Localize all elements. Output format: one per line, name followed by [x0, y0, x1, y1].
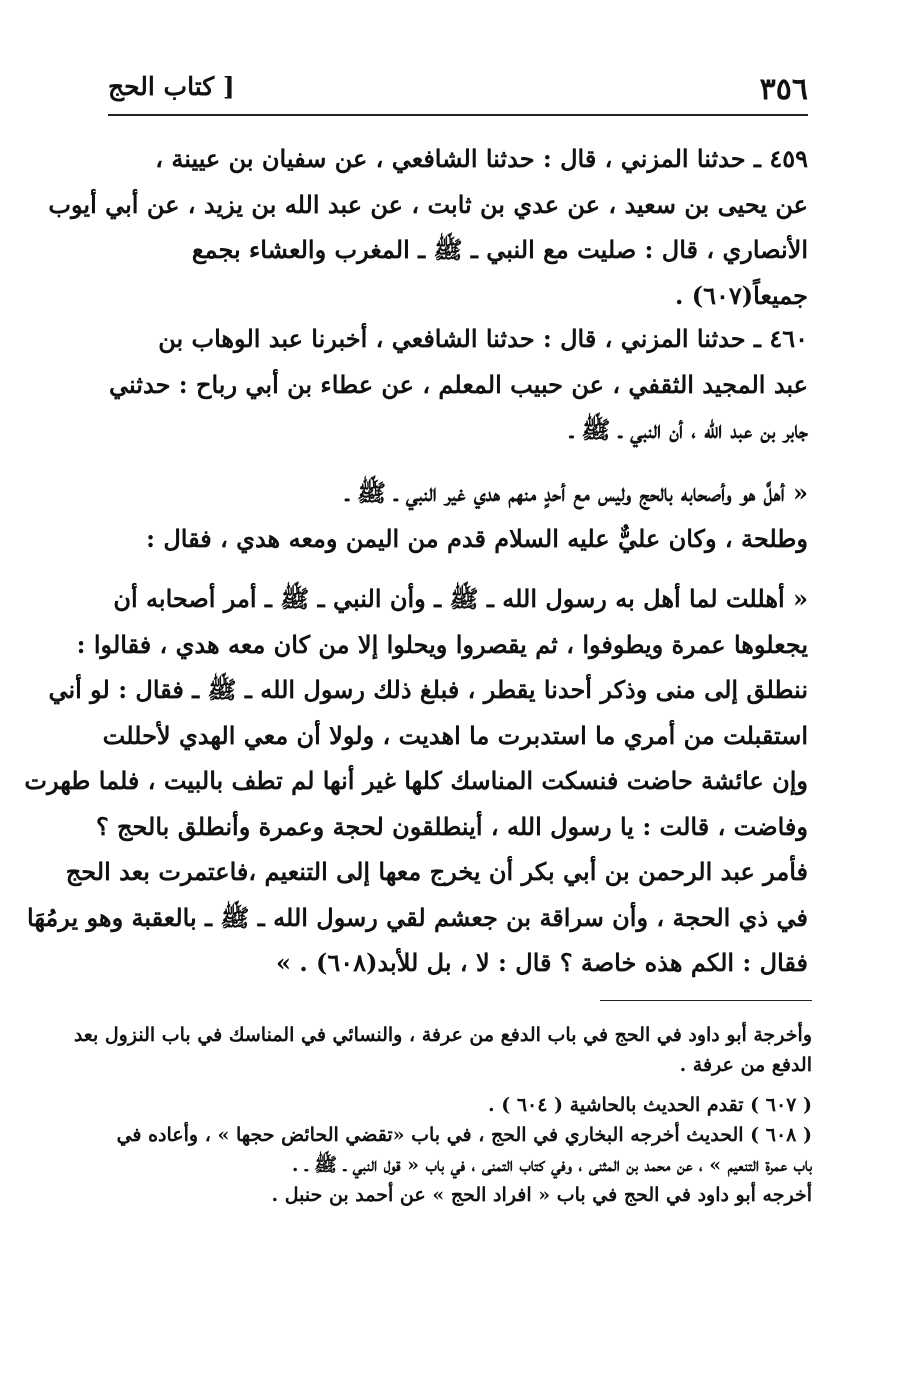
footnote-continuation-line-1: وأخرجة أبو داود في الحج في باب الدفع من عرفة ، والنسائي في المناسك في باب النزول بعد — [73, 1024, 812, 1046]
hadith-459 — [48, 136, 808, 318]
hadith-number: ٤٦٠ — [769, 324, 808, 353]
running-head: [ كتاب الحج — [108, 72, 235, 101]
quote-2-line-7: فأمر عبد الرحمن بن أبي بكر أن يخرج معها إلى التنعيم ،فاعتمرت بعد الحج — [65, 857, 808, 886]
footnote-607: ( ٦٠٧ ) تقدم الحديث بالحاشية ( ٦٠٤ ) . — [487, 1094, 812, 1116]
quote-2-line-8: في ذي الحجة ، وأن سراقة بن جعشم لقي رسول الله ـ ﷺ ـ بالعقبة وهو يرمُهَا — [27, 902, 808, 932]
footnote-spacer — [100, 1080, 812, 1090]
quote-2-line-9: فقال : الكم هذه خاصة ؟ قال : لا ، بل للأبد(٦٠٨) . » — [275, 948, 808, 977]
hadith-459-line-1: ٤٥٩ ـ حدثنا المزني ، قال : حدثنا الشافعي ، عن سفيان بن عيينة ، — [155, 144, 808, 173]
quote-1-line-2: وطلحة ، وكان عليٌّ عليه السلام قدم من اليمن ومعه هدي ، فقال : — [146, 523, 808, 553]
hadith-460 — [108, 316, 808, 453]
quote-1-line-1: « أهلَّ هو وأصحابه بالحج وليس مع أحدٍ منهم هدي غير النبي ـ ﷺ ـ — [345, 478, 808, 507]
quote-2-line-3: ننطلق إلى منى وذكر أحدنا يقطر ، فبلغ ذلك رسول الله ـ ﷺ ـ فقال : لو أني — [48, 675, 808, 704]
quote-paragraph-1 — [108, 470, 808, 561]
quote-2-line-6: وفاضت ، قالت : يا رسول الله ، أينطلقون لحجة وعمرة وأنطلق بالحج ؟ — [95, 811, 808, 841]
quote-2-line-1: « أهللت لما أهل به رسول الله ـ ﷺ ـ وأن النبي ـ ﷺ ـ أمر أصحابه أن — [113, 584, 808, 613]
hadith-460-line-3: جابر بن عبد الله ، أن النبي ـ ﷺ ـ — [570, 415, 808, 444]
quote-2-line-5: وإن عائشة حاضت فنسكت المناسك كلها غير أنها لم تطف بالبيت ، فلما طهرت — [24, 766, 808, 795]
hadith-number: ٤٥٩ — [769, 144, 808, 173]
footnote-608-line-2: باب عمرة التنعيم » ، عن محمد بن المثنى ، وفي كتاب التمنى ، في باب « قول النبي ـ ﷺ ـ . — [291, 1154, 812, 1176]
footnote-608-line-3: أخرجه أبو داود في الحج في باب « افراد الحج » عن أحمد بن حنبل . — [271, 1184, 812, 1206]
page-number: ٣٥٦ — [759, 72, 808, 107]
quote-2-line-4: استقبلت من أمري ما استدبرت ما اهديت ، ولولا أن معي الهدي لأحللت — [102, 720, 808, 750]
hadith-460-line-2: عبد المجيد الثقفي ، عن حبيب المعلم ، عن عطاء بن أبي رباح : حدثني — [109, 369, 808, 399]
hadith-460-line-1: ٤٦٠ ـ حدثنا المزني ، قال : حدثنا الشافعي ، أخبرنا عبد الوهاب بن — [158, 324, 808, 353]
footnotes — [73, 1020, 812, 1210]
quote-2-line-2: يجعلوها عمرة ويطوفوا ، ثم يقصروا ويحلوا إلا من كان معه هدي ، فقالوا : — [76, 629, 808, 659]
page-header — [108, 62, 808, 116]
footnote-608-line-1: ( ٦٠٨ ) الحديث أخرجه البخاري في الحج ، في باب «تقضي الحائض حجها » ، وأعاده في — [116, 1124, 812, 1146]
hadith-459-line-3: الأنصاري ، قال : صليت مع النبي ـ ﷺ ـ المغرب والعشاء بجمع — [191, 235, 808, 264]
footnote-divider — [600, 1000, 812, 1001]
footnote-continuation-line-2: الدفع من عرفة . — [679, 1054, 812, 1076]
hadith-459-line-2: عن يحيى بن سعيد ، عن عدي بن ثابت ، عن عبد الله بن يزيد ، عن أبي أيوب — [48, 189, 808, 219]
hadith-459-line-4: جميعاً(٦٠٧) . — [675, 280, 808, 310]
quote-paragraph-2 — [24, 576, 808, 986]
